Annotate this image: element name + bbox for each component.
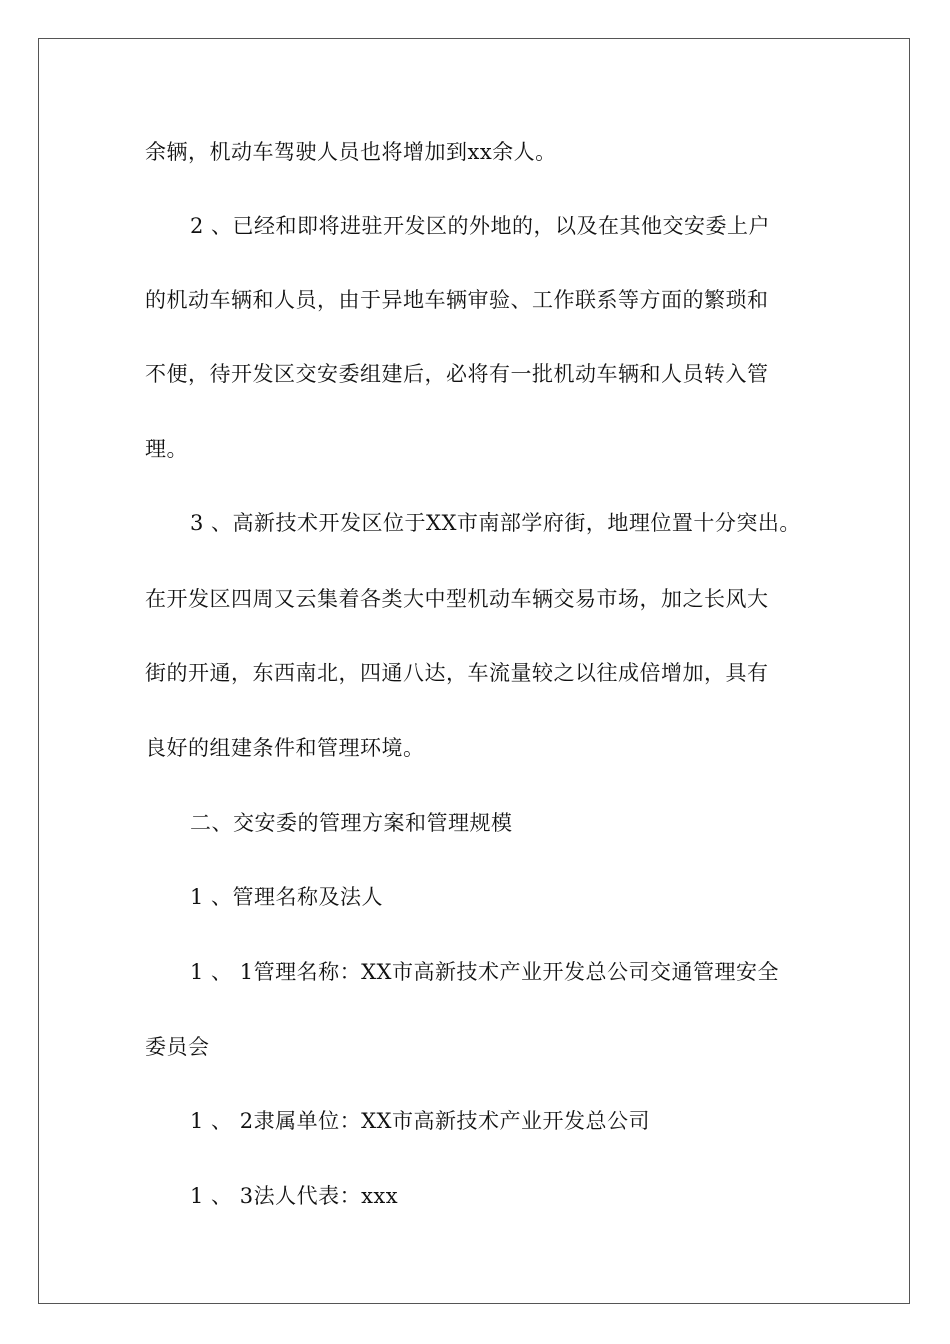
paragraph-line: 理。 xyxy=(145,437,188,461)
paragraph-line: 2 、已经和即将进驻开发区的外地的，以及在其他交安委上户 xyxy=(190,214,771,238)
paragraph-line: 不便，待开发区交安委组建后，必将有一批机动车辆和人员转入管 xyxy=(145,362,769,386)
subsection-heading: 1 、管理名称及法人 xyxy=(190,885,384,909)
paragraph-line: 在开发区四周又云集着各类大中型机动车辆交易市场，加之长风大 xyxy=(145,587,769,611)
paragraph-line: 1 、 1管理名称：XX市高新技术产业开发总公司交通管理安全 xyxy=(190,960,779,984)
paragraph-line: 的机动车辆和人员，由于异地车辆审验、工作联系等方面的繁琐和 xyxy=(145,288,769,312)
paragraph-line: 委员会 xyxy=(145,1035,210,1059)
section-heading: 二、交安委的管理方案和管理规模 xyxy=(190,811,513,835)
paragraph-line: 3 、高新技术开发区位于XX市南部学府街，地理位置十分突出。 xyxy=(190,511,801,535)
paragraph-line: 1 、 2隶属单位：XX市高新技术产业开发总公司 xyxy=(190,1109,650,1133)
paragraph-line: 良好的组建条件和管理环境。 xyxy=(145,736,425,760)
paragraph-line: 1 、 3法人代表：xxx xyxy=(190,1184,399,1208)
paragraph-line: 街的开通，东西南北，四通八达，车流量较之以往成倍增加，具有 xyxy=(145,661,769,685)
paragraph-line: 余辆，机动车驾驶人员也将增加到xx余人。 xyxy=(145,140,557,164)
